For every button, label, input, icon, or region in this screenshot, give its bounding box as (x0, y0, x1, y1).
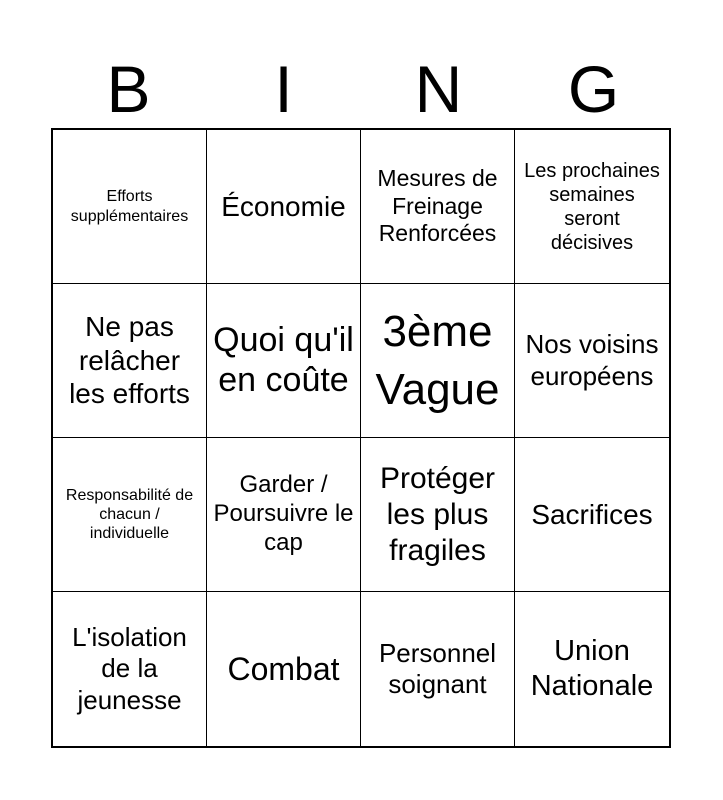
bingo-cell[interactable]: L'isolation de la jeunesse (53, 592, 207, 746)
bingo-cell[interactable]: Les prochaines semaines seront décisives (515, 130, 669, 284)
bingo-cell[interactable]: Combat (207, 592, 361, 746)
header-letter-g: G (567, 52, 620, 126)
bingo-cell[interactable]: 3ème Vague (361, 284, 515, 438)
bingo-header (51, 50, 671, 128)
bingo-cell[interactable]: Nos voisins européens (515, 284, 669, 438)
bingo-cell[interactable]: Protéger les plus fragiles (361, 438, 515, 592)
bingo-cell[interactable]: Responsabilité de chacun / individuelle (53, 438, 207, 592)
bingo-cell[interactable]: Économie (207, 130, 361, 284)
bingo-cell[interactable]: Sacrifices (515, 438, 669, 592)
bingo-cell[interactable]: Garder / Poursuivre le cap (207, 438, 361, 592)
bingo-cell[interactable]: Quoi qu'il en coûte (207, 284, 361, 438)
header-letter-b: B (106, 52, 151, 126)
bingo-cell[interactable]: Ne pas relâcher les efforts (53, 284, 207, 438)
bingo-cell[interactable]: Personnel soignant (361, 592, 515, 746)
bingo-board (51, 128, 671, 748)
bingo-cell[interactable]: Efforts supplémentaires (53, 130, 207, 284)
header-letter-n: N (414, 52, 463, 126)
header-letter-i: I (274, 52, 293, 126)
bingo-cell[interactable]: Union Nationale (530, 635, 654, 702)
bingo-cell[interactable]: Mesures de Freinage Renforcées (361, 130, 515, 284)
